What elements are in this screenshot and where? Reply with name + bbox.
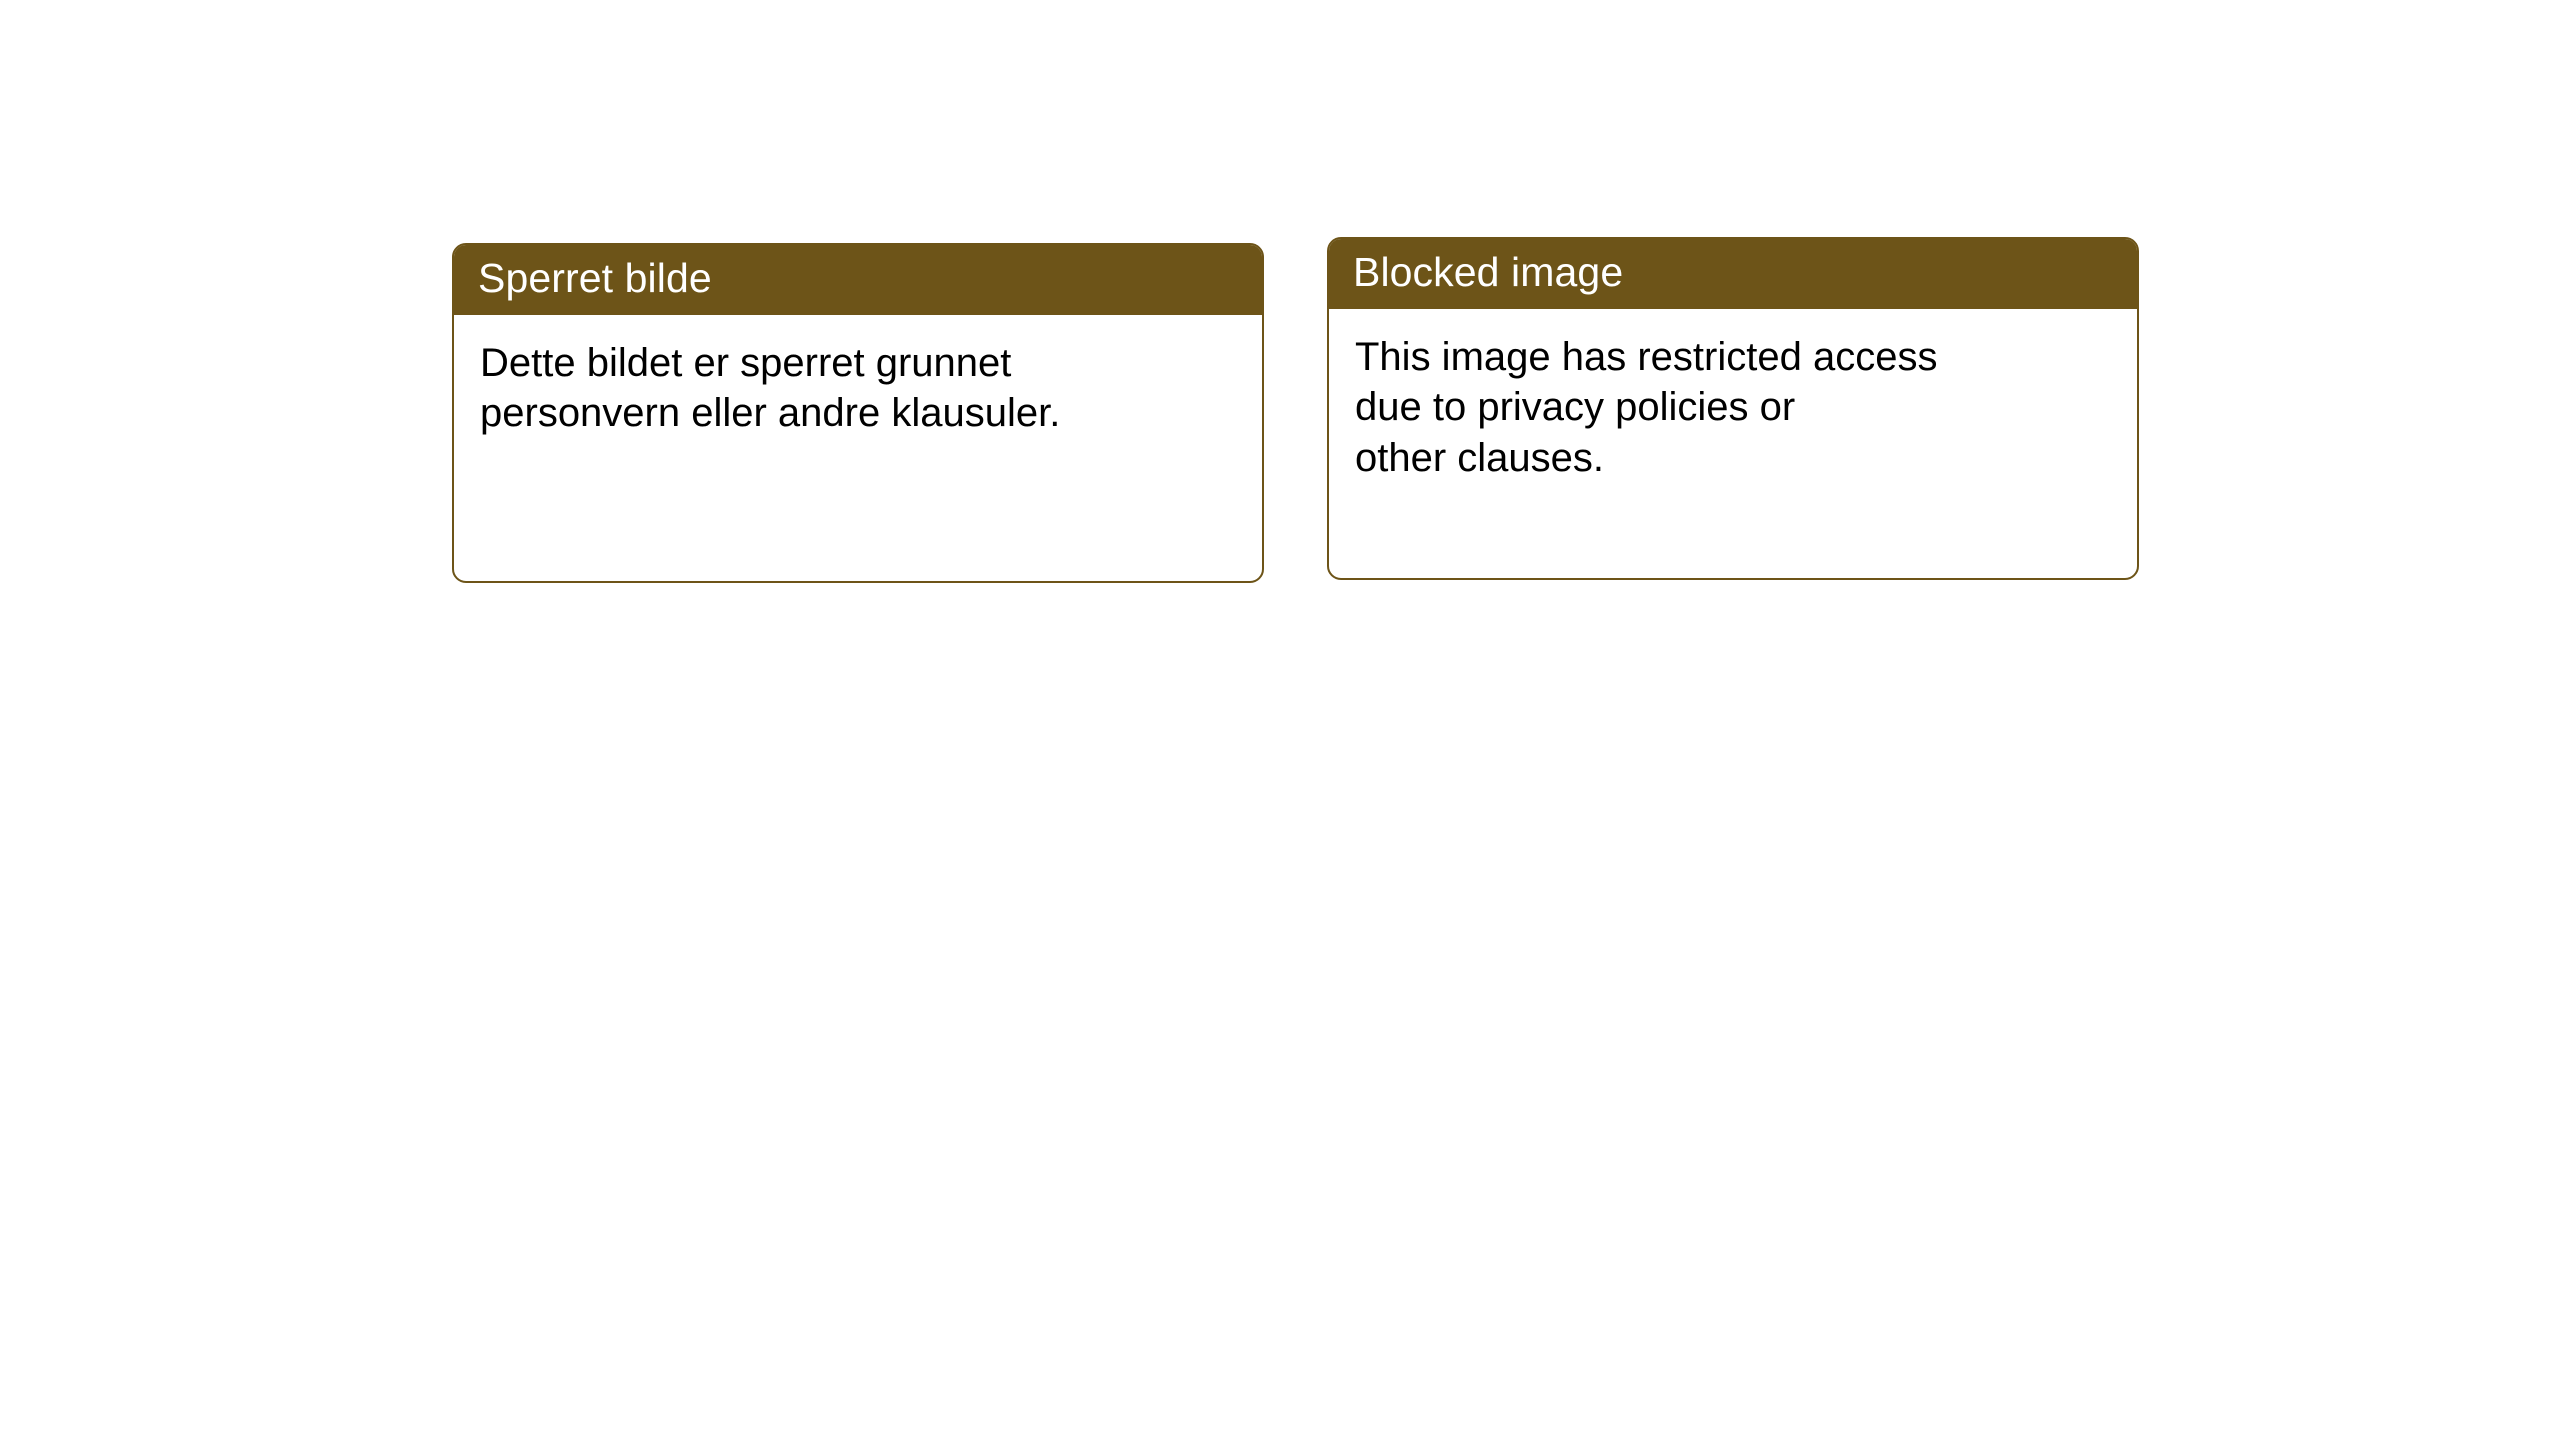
card-message-no bbox=[454, 315, 1262, 459]
card-title-en: Blocked image bbox=[1329, 239, 2137, 309]
card-message-line: Dette bildet er sperret grunnet bbox=[480, 341, 1012, 385]
blocked-image-notice-en bbox=[1327, 237, 2139, 580]
card-message-en bbox=[1329, 309, 2137, 503]
card-title-no: Sperret bilde bbox=[454, 245, 1262, 315]
card-message-line: personvern eller andre klausuler. bbox=[480, 391, 1061, 436]
card-message-line: This image has restricted access bbox=[1355, 335, 1938, 379]
blocked-image-notice-no bbox=[452, 243, 1264, 583]
card-message-line: other clauses. bbox=[1355, 435, 1605, 480]
card-message-line: due to privacy policies or bbox=[1355, 385, 1796, 430]
